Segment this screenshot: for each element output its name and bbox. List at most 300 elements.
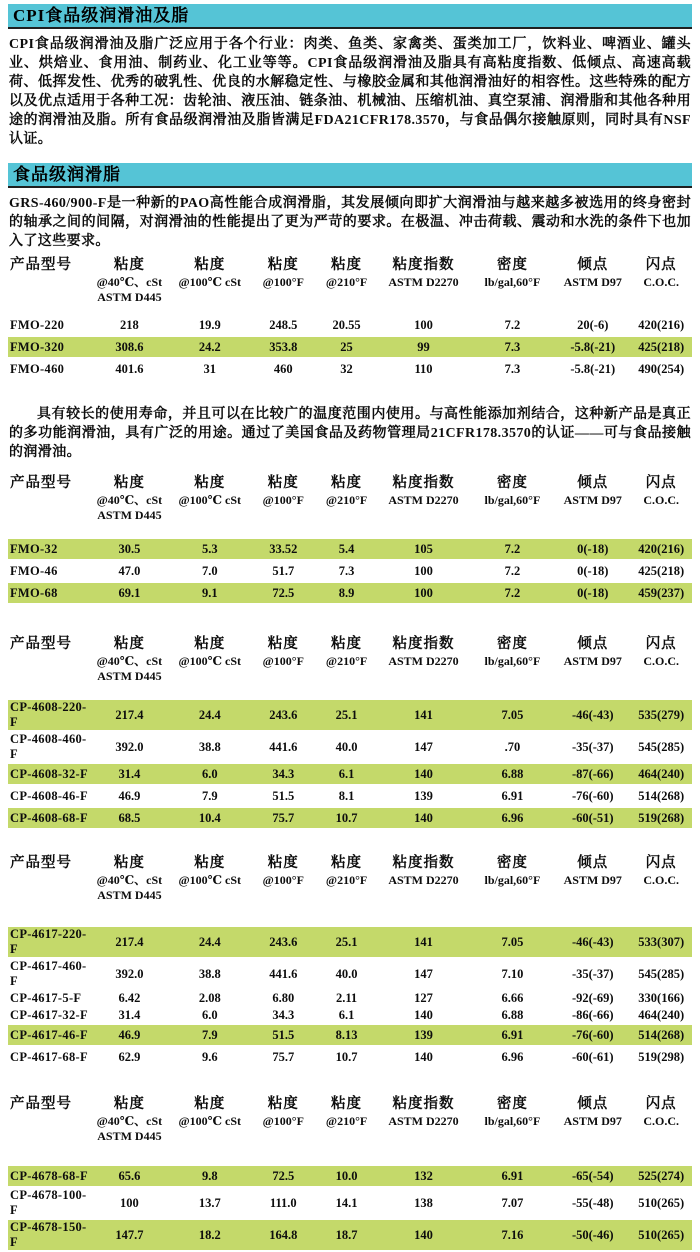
value-cell: 519(268) [630,808,692,828]
product-model: CP-4608-32-F [8,764,90,784]
column-header-line: @100°F [262,275,304,289]
column-header-line: 粘度 [194,475,226,491]
product-table-cp-4608 [8,633,692,830]
column-header-line: 粘度指数 [392,855,455,871]
column-header-line: 倾点 [577,855,609,871]
value-cell: 8.13 [316,1025,378,1045]
column-header-line: ASTM D2270 [388,654,459,668]
table-row [8,808,692,828]
value-cell: 62.9 [118,1049,141,1064]
table-row [8,1166,692,1186]
value-cell: 7.0 [201,563,218,578]
column-header-line: 粘度 [194,257,226,273]
column-header-1 [90,1095,169,1164]
column-header-5 [377,256,469,313]
product-table-cp-4678 [8,1093,692,1252]
product-model: CP-4617-5-F [10,991,82,1005]
value-cell: 5.4 [316,539,378,559]
oils-intro-paragraph: CPI食品级润滑油及脂广泛应用于各个行业：肉类、鱼类、家禽类、蛋类加工厂，饮料业、啤酒业、罐头业、烘焙业、食用油、制药业、化工业等等。CPI食品级润滑油及脂具有高粘度指数、低倾点、高速高载荷、低挥发性、优秀的破乳性、优良的水解稳定性、与橡胶金属和其他润滑油好的相容性。这些特殊的配方以及优点适用于各种工况：齿轮油、液压油、链条油、机械油、压缩机油、真空泵浦、润滑脂和其他各种用途的润滑油及脂。所有食品级润滑油及脂皆满足FDA21CFR178.3570，与食品偶尔接触原则，同时具有NSF认证。 [9,37,691,147]
value-cell: 7.2 [470,539,556,559]
column-header-line: lb/gal,60°F [484,873,541,887]
column-header-line: 密度 [496,636,528,652]
value-cell: 20(-6) [577,317,609,332]
value-cell: 51.7 [272,563,295,578]
value-cell: 99 [377,337,469,357]
value-cell: 7.2 [504,317,521,332]
product-table-fmo-light [8,472,692,605]
product-model: CP-4608-46-F [10,788,88,803]
column-header-line: @40℃、cSt [96,275,163,289]
value-cell: 2.11 [335,991,358,1005]
benefits-paragraph: 具有较长的使用寿命，并且可以在比较广的温度范围内使用。与高性能添加剂结合，这种新产品是真正的多功能润滑油，具有广泛的用途。通过了美国食品及药物管理局21CFR178.3570的认证——可与食品接触的润滑油。 [9,407,691,460]
column-header-line: @210°F [325,873,368,887]
table-fmo-heavy [8,254,692,381]
product-model: FMO-68 [8,583,90,603]
product-model: FMO-320 [8,337,90,357]
column-header-7 [555,256,630,313]
value-cell: 100 [120,1195,139,1210]
value-cell: 20.55 [332,317,361,332]
value-cell: 46.9 [90,1025,169,1045]
column-header-0 [8,635,90,698]
column-header-7 [555,635,630,698]
value-cell: 535(279) [630,700,692,730]
column-header-line: 密度 [496,257,528,273]
table-row [8,1025,692,1045]
column-header-line: ASTM D445 [97,508,162,522]
value-cell: 460 [273,361,293,376]
value-cell: 140 [377,764,469,784]
value-cell: 217.4 [90,927,169,957]
value-cell: -60(-61) [571,1049,614,1064]
value-cell: 8.9 [316,583,378,603]
value-cell: 6.66 [501,991,524,1005]
column-header-line: 粘度 [267,475,299,491]
column-header-line: 粘度 [113,1096,145,1112]
value-cell: 7.9 [169,1025,251,1045]
column-header-line: ASTM D445 [97,669,162,683]
value-cell: 105 [377,539,469,559]
column-header-6 [470,474,556,537]
column-header-line: @210°F [325,1114,368,1128]
value-cell: 10.7 [316,808,378,828]
column-header-5 [377,474,469,537]
table-row [8,539,692,559]
column-header-line: 闪点 [645,636,677,652]
column-header-0 [8,256,90,313]
column-header-line: 闪点 [645,257,677,273]
value-cell: 13.7 [198,1195,221,1210]
table-row [8,764,692,784]
value-cell: 545(285) [638,739,685,754]
table-row [8,786,692,806]
column-header-8 [630,474,692,537]
column-header-line: C.O.C. [643,654,680,668]
product-model: CP-4608-460-F [10,732,87,761]
value-cell: 147 [414,739,433,754]
column-header-line: ASTM D2270 [388,493,459,507]
value-cell: 545(285) [638,966,685,981]
column-header-2 [169,1095,251,1164]
table-header-row [8,635,692,698]
value-cell: -46(-43) [555,927,630,957]
value-cell: 24.2 [169,337,251,357]
column-header-line: @100°F [262,493,304,507]
value-cell: 490(254) [638,361,685,376]
value-cell: 132 [377,1166,469,1186]
table-fmo-light [8,472,692,605]
column-header-line: C.O.C. [643,493,680,507]
value-cell: 510(265) [638,1195,685,1210]
value-cell: 514(268) [630,1025,692,1045]
product-model: FMO-46 [10,563,58,578]
column-header-line: 粘度指数 [392,257,455,273]
column-header-line: 粘度 [113,475,145,491]
value-cell: 218 [120,317,139,332]
value-cell: 401.6 [115,361,144,376]
column-header-line: 产品型号 [10,855,72,871]
value-cell: 353.8 [251,337,316,357]
value-cell: 24.4 [169,927,251,957]
value-cell: -35(-37) [571,739,614,754]
table-header-row [8,256,692,313]
value-cell: 519(298) [638,1049,685,1064]
column-header-line: ASTM D97 [563,275,622,289]
column-header-line: ASTM D2270 [388,1114,459,1128]
column-header-line: @210°F [325,493,368,507]
value-cell: 139 [414,788,433,803]
value-cell: 19.9 [198,317,221,332]
value-cell: 6.0 [201,1008,218,1022]
column-header-line: 闪点 [645,1096,677,1112]
value-cell: 459(237) [630,583,692,603]
column-header-4 [316,1095,378,1164]
value-cell: 217.4 [90,700,169,730]
value-cell: 7.10 [501,966,524,981]
value-cell: -86(-66) [571,1008,614,1022]
column-header-line: 粘度 [267,636,299,652]
value-cell: 46.9 [118,788,141,803]
product-model: FMO-460 [10,361,65,376]
value-cell: 14.1 [335,1195,358,1210]
column-header-2 [169,635,251,698]
column-header-line: lb/gal,60°F [484,1114,541,1128]
value-cell: 7.16 [470,1220,556,1250]
column-header-line: 粘度 [194,1096,226,1112]
column-header-line: ASTM D97 [563,1114,622,1128]
column-header-line: @100°F [262,654,304,668]
column-header-0 [8,1095,90,1164]
column-header-3 [251,256,316,313]
column-header-line: 密度 [496,1096,528,1112]
column-header-8 [630,854,692,925]
column-header-line: ASTM D97 [563,873,622,887]
column-header-line: 粘度指数 [392,475,455,491]
value-cell: 140 [414,1008,433,1022]
value-cell: 10.4 [169,808,251,828]
value-cell: 139 [377,1025,469,1045]
value-cell: 392.0 [115,739,144,754]
table-cp-4608 [8,633,692,830]
value-cell: 330(166) [638,991,685,1005]
value-cell: 25.1 [316,700,378,730]
value-cell: .70 [504,739,521,754]
value-cell: 38.8 [198,966,221,981]
value-cell: 425(218) [630,337,692,357]
value-cell: 141 [377,700,469,730]
value-cell: 110 [414,361,433,376]
value-cell: 69.1 [90,583,169,603]
table-row [8,315,692,335]
column-header-line: lb/gal,60°F [484,654,541,668]
value-cell: 40.0 [335,966,358,981]
value-cell: 34.3 [272,1008,295,1022]
value-cell: 6.91 [470,1025,556,1045]
value-cell: 6.1 [316,764,378,784]
column-header-line: 倾点 [577,1096,609,1112]
column-header-3 [251,635,316,698]
value-cell: 32 [340,361,353,376]
value-cell: 0(-18) [555,583,630,603]
product-model: CP-4617-32-F [10,1008,88,1022]
column-header-2 [169,474,251,537]
value-cell: 6.96 [470,808,556,828]
value-cell: 7.2 [470,583,556,603]
value-cell: 164.8 [251,1220,316,1250]
column-header-7 [555,474,630,537]
value-cell: 248.5 [269,317,298,332]
value-cell: 7.3 [470,337,556,357]
value-cell: -55(-48) [571,1195,614,1210]
table-cp-4678 [8,1093,692,1252]
column-header-line: ASTM D2270 [388,873,459,887]
value-cell: 38.8 [198,739,221,754]
value-cell: 464(240) [630,764,692,784]
product-table-cp-4617 [8,852,692,1069]
value-cell: 7.05 [470,927,556,957]
column-header-line: 粘度 [267,855,299,871]
value-cell: 75.7 [251,808,316,828]
column-header-5 [377,1095,469,1164]
column-header-6 [470,635,556,698]
column-header-0 [8,474,90,537]
value-cell: 6.88 [470,764,556,784]
column-header-3 [251,854,316,925]
value-cell: 100 [414,317,433,332]
column-header-6 [470,854,556,925]
column-header-line: 粘度 [194,636,226,652]
value-cell: 6.88 [501,1008,524,1022]
value-cell: 5.3 [169,539,251,559]
column-header-line: C.O.C. [643,275,680,289]
column-header-6 [470,256,556,313]
product-table-fmo-heavy [8,254,692,381]
table-row [8,1047,692,1067]
column-header-line: @100℃ cSt [178,873,242,887]
value-cell: -76(-60) [555,1025,630,1045]
table-cp-4617 [8,852,692,1069]
value-cell: 0(-18) [555,539,630,559]
column-header-1 [90,635,169,698]
value-cell: 127 [414,991,433,1005]
column-header-8 [630,256,692,313]
column-header-line: 倾点 [577,636,609,652]
column-header-line: @100℃ cSt [178,1114,242,1128]
value-cell: 9.1 [169,583,251,603]
value-cell: 138 [414,1195,433,1210]
value-cell: 25 [316,337,378,357]
value-cell: 47.0 [118,563,141,578]
value-cell: 147.7 [90,1220,169,1250]
value-cell: 24.4 [169,700,251,730]
column-header-1 [90,256,169,313]
value-cell: 31 [203,361,217,376]
column-header-4 [316,474,378,537]
column-header-8 [630,1095,692,1164]
column-header-line: 粘度 [267,1096,299,1112]
column-header-line: 粘度 [113,855,145,871]
column-header-7 [555,854,630,925]
product-model: CP-4608-68-F [8,808,90,828]
section-header-food-grade-oils: CPI食品级润滑油及脂 [8,4,692,29]
table-row [8,732,692,762]
value-cell: 40.0 [335,739,358,754]
grease-intro-paragraph: GRS-460/900-F是一种新的PAO高性能合成润滑脂，其发展倾向即扩大润滑油与越来越多被选用的终身密封的轴承之间的间隔，对润滑油的性能提出了更为严苛的要求。在极温、冲击荷载、震动和水洗的条件下也加入了这些要求。 [9,196,691,249]
product-model: CP-4678-150-F [8,1220,90,1250]
column-header-line: @40℃、cSt [96,1114,163,1128]
column-header-line: @100℃ cSt [178,654,242,668]
column-header-5 [377,635,469,698]
value-cell: 6.42 [118,991,141,1005]
table-row [8,1188,692,1218]
value-cell: 9.6 [201,1049,218,1064]
value-cell: 140 [377,1220,469,1250]
column-header-2 [169,256,251,313]
value-cell: 243.6 [251,700,316,730]
column-header-1 [90,474,169,537]
value-cell: 10.7 [335,1049,358,1064]
column-header-3 [251,1095,316,1164]
column-header-line: 粘度 [331,855,363,871]
value-cell: 392.0 [115,966,144,981]
value-cell: 18.7 [316,1220,378,1250]
column-header-line: 粘度 [331,636,363,652]
value-cell: 6.91 [470,1166,556,1186]
value-cell: 425(218) [638,563,685,578]
table-row [8,991,692,1006]
value-cell: 441.6 [269,739,298,754]
column-header-line: ASTM D2270 [388,275,459,289]
column-header-line: 粘度 [113,636,145,652]
value-cell: 34.3 [251,764,316,784]
column-header-line: ASTM D445 [97,290,162,304]
product-model: CP-4608-220-F [8,700,90,730]
column-header-5 [377,854,469,925]
column-header-line: 闪点 [645,475,677,491]
value-cell: -65(-54) [555,1166,630,1186]
column-header-line: 粘度 [267,257,299,273]
value-cell: 525(274) [630,1166,692,1186]
column-header-line: 粘度指数 [392,1096,455,1112]
value-cell: 72.5 [251,583,316,603]
table-row [8,700,692,730]
table-row [8,359,692,379]
column-header-line: @100℃ cSt [178,493,242,507]
table-row [8,1220,692,1250]
table-row [8,561,692,581]
product-model: FMO-32 [8,539,90,559]
value-cell: 30.5 [90,539,169,559]
column-header-line: 产品型号 [10,1096,72,1112]
value-cell: 7.9 [201,788,218,803]
value-cell: -87(-66) [555,764,630,784]
column-header-line: ASTM D445 [97,1129,162,1143]
section-header-food-grade-grease: 食品级润滑脂 [8,163,692,188]
column-header-line: @210°F [325,275,368,289]
value-cell: 6.96 [501,1049,524,1064]
value-cell: 7.07 [501,1195,524,1210]
column-header-line: @40℃、cSt [96,493,163,507]
value-cell: 308.6 [90,337,169,357]
column-header-3 [251,474,316,537]
value-cell: 7.05 [470,700,556,730]
table-header-row [8,854,692,925]
value-cell: 25.1 [316,927,378,957]
value-cell: -60(-51) [555,808,630,828]
column-header-line: 产品型号 [10,636,72,652]
value-cell: 100 [377,583,469,603]
product-model: CP-4617-68-F [10,1049,88,1064]
column-header-2 [169,854,251,925]
column-header-4 [316,256,378,313]
column-header-0 [8,854,90,925]
value-cell: -35(-37) [571,966,614,981]
column-header-4 [316,854,378,925]
value-cell: 7.3 [504,361,521,376]
column-header-line: @100℃ cSt [178,275,242,289]
column-header-8 [630,635,692,698]
value-cell: 441.6 [269,966,298,981]
value-cell: 6.91 [501,788,524,803]
product-model: CP-4617-460-F [10,959,87,988]
column-header-line: lb/gal,60°F [484,493,541,507]
column-header-4 [316,635,378,698]
product-model: CP-4617-46-F [8,1025,90,1045]
table-header-row [8,1095,692,1164]
product-model: CP-4678-68-F [8,1166,90,1186]
value-cell: 111.0 [269,1195,297,1210]
value-cell: 6.0 [169,764,251,784]
value-cell: 100 [414,563,433,578]
value-cell: 6.1 [338,1008,355,1022]
product-model: CP-4678-100-F [10,1188,87,1217]
column-header-1 [90,854,169,925]
column-header-line: ASTM D97 [563,493,622,507]
table-row [8,1008,692,1023]
column-header-line: @100°F [262,873,304,887]
value-cell: 9.8 [169,1166,251,1186]
table-row [8,337,692,357]
value-cell: 75.7 [272,1049,295,1064]
product-model: CP-4617-220-F [8,927,90,957]
value-cell: 10.0 [316,1166,378,1186]
column-header-line: 闪点 [645,855,677,871]
column-header-line: 倾点 [577,257,609,273]
value-cell: 51.5 [272,788,295,803]
column-header-line: 粘度 [194,855,226,871]
value-cell: 2.08 [198,991,221,1005]
value-cell: -92(-69) [571,991,614,1005]
